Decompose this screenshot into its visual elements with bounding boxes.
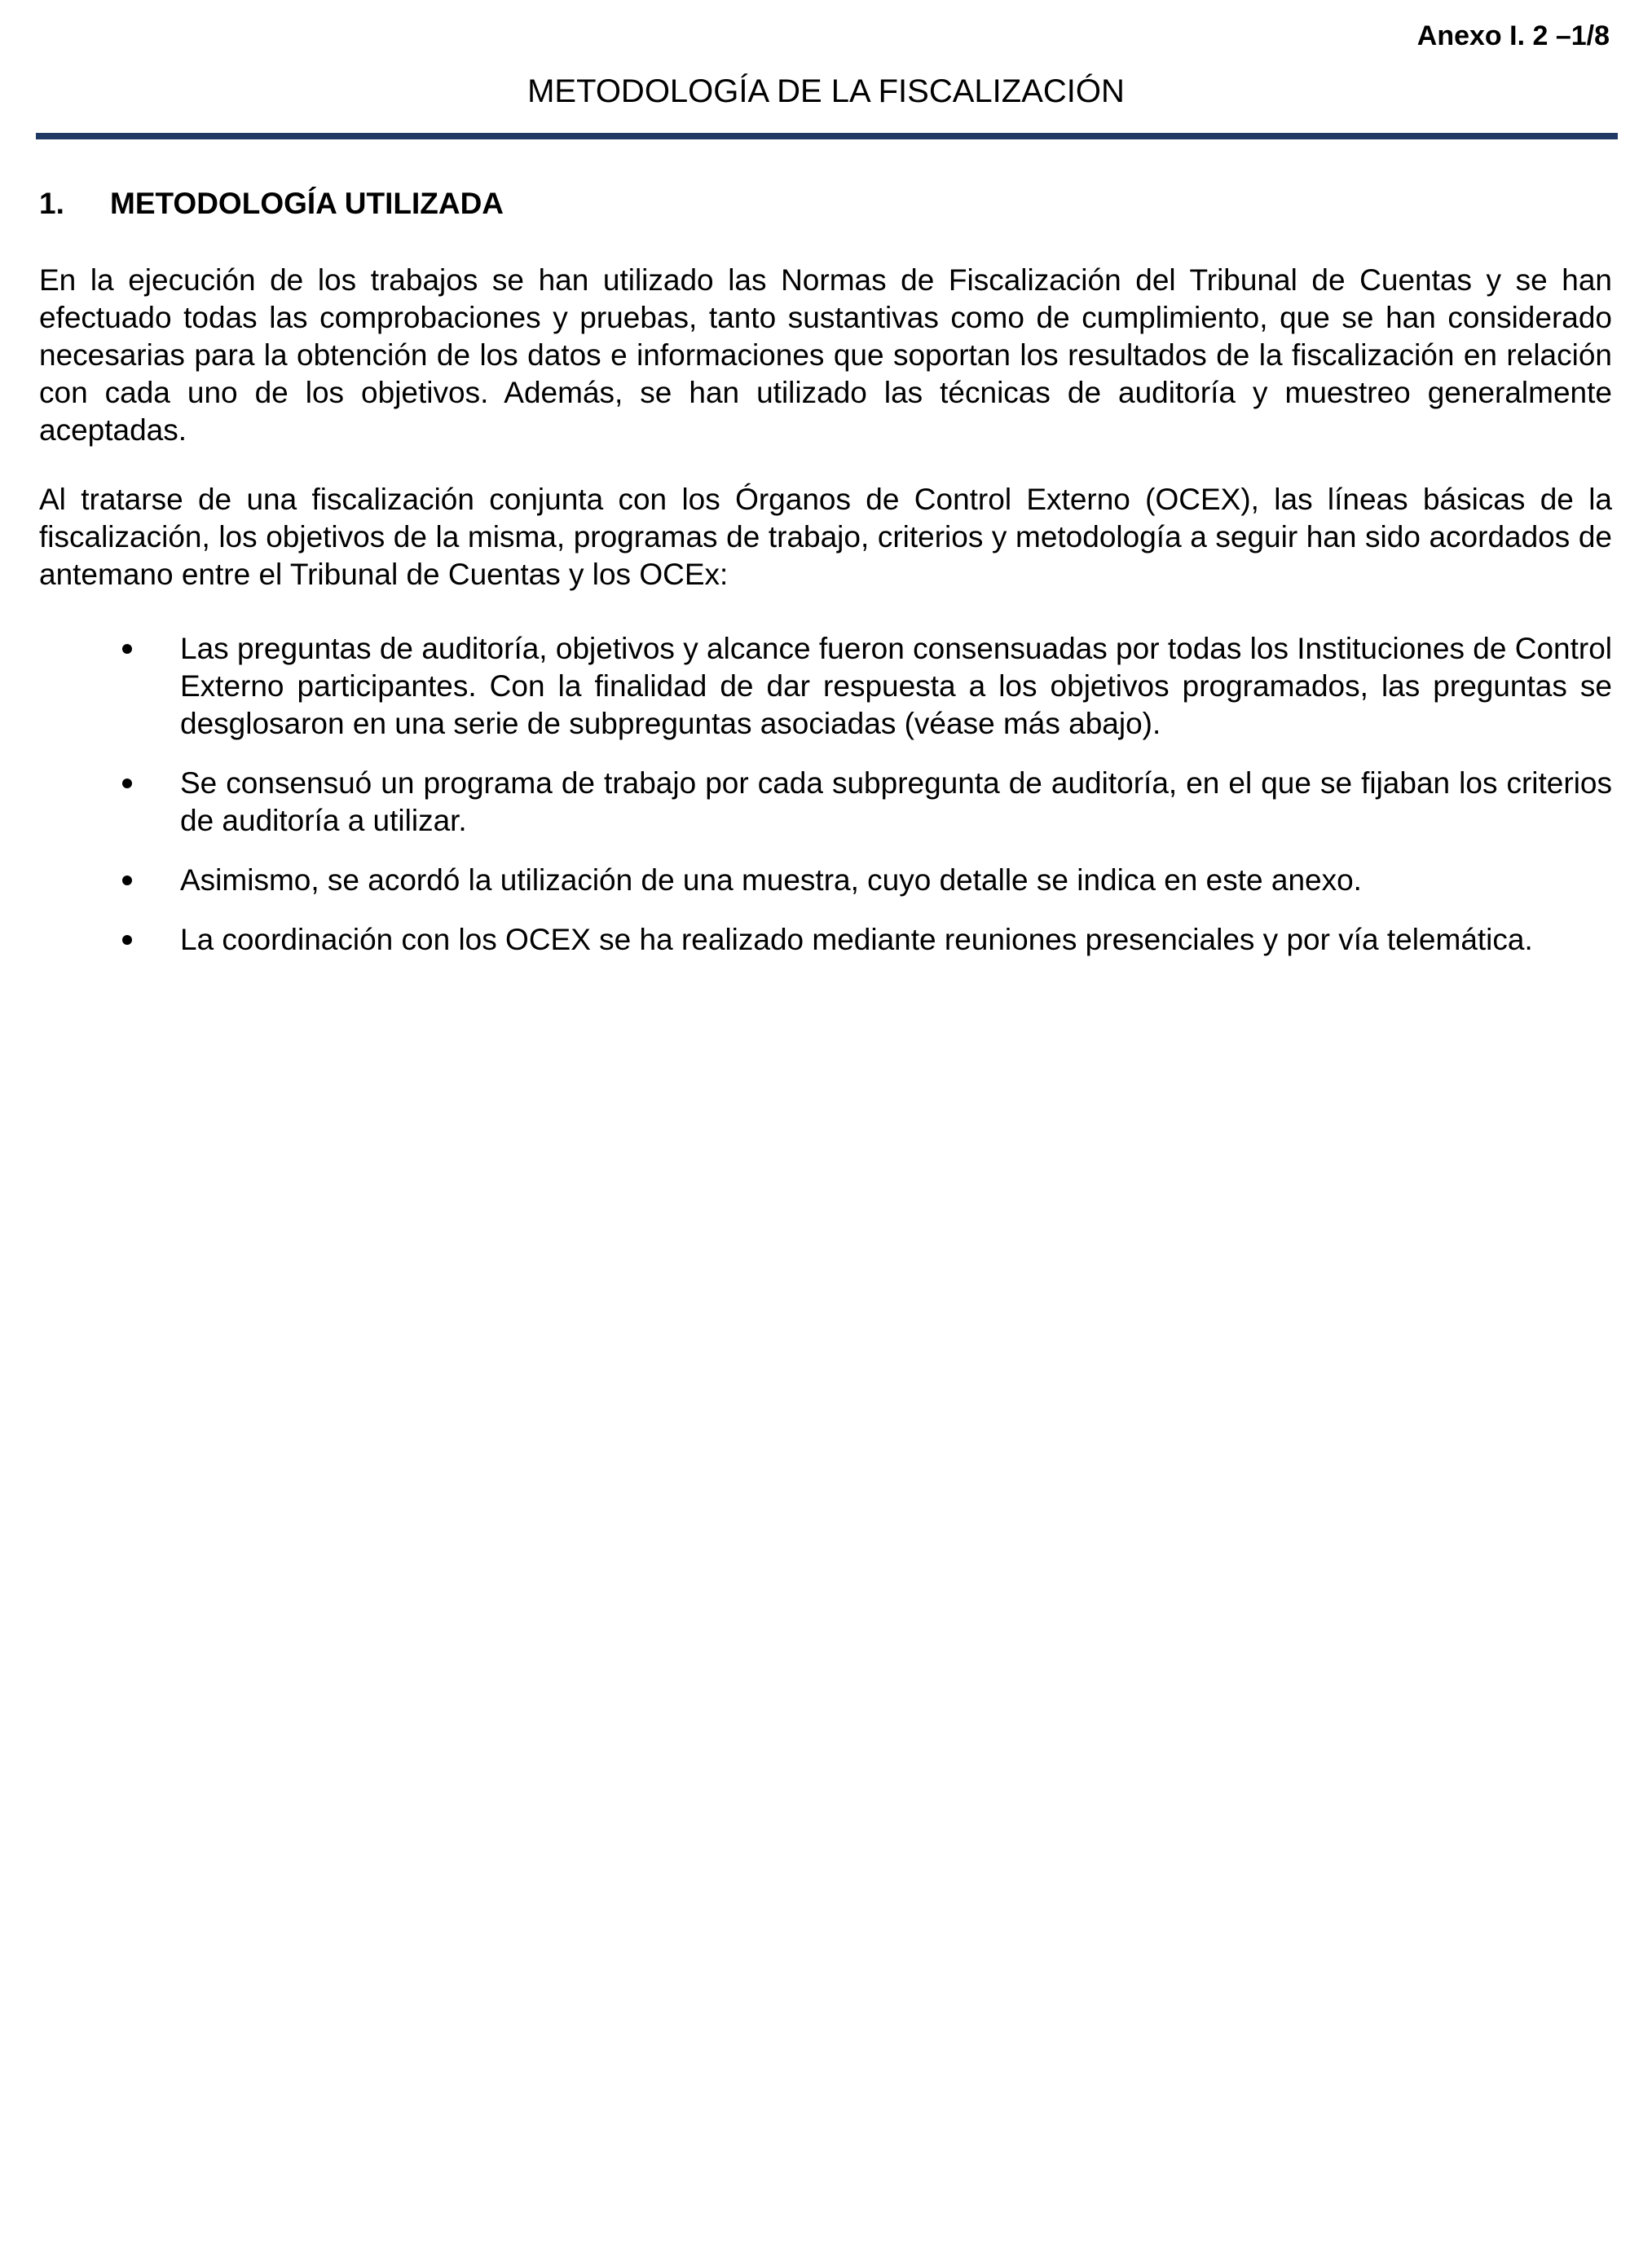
paragraph: Al tratarse de una fiscalización conjunta con los Órganos de Control Externo (OCEX), las líneas básicas de la fiscalización, los objetivos de la misma, programas de trabajo, criterios y metodología a seguir han sido acordados de antemano entre el Tribunal de Cuentas y los OCEx:: [39, 483, 1612, 591]
bullet-item: [39, 921, 1612, 959]
section-number: 1.: [39, 187, 64, 220]
paragraph: En la ejecución de los trabajos se han utilizado las Normas de Fiscalización del Tribunal de Cuentas y se han efectuado todas las comprobaciones y pruebas, tanto sustantivas como de cumplimiento, que se han considerado necesarias para la obtención de los datos e informaciones que soportan los resultados de la fiscalización en relación con cada uno de los objetivos. Además, se han utilizado las técnicas de auditoría y muestreo generalmente aceptadas.: [39, 263, 1612, 447]
title-divider: [36, 133, 1618, 139]
bullet-icon: [122, 644, 132, 654]
bullet-list: [39, 630, 1612, 981]
bullet-icon: [122, 779, 132, 788]
bullet-item: [39, 765, 1612, 840]
bullet-item: [39, 630, 1612, 743]
section-heading: [39, 186, 504, 222]
bullet-item: [39, 862, 1612, 899]
bullet-text: Asimismo, se acordó la utilización de una muestra, cuyo detalle se indica en este anexo.: [180, 863, 1362, 897]
bullet-text: La coordinación con los OCEX se ha realizado mediante reuniones presenciales y por vía telemática.: [180, 923, 1533, 956]
bullet-icon: [122, 935, 132, 945]
bullet-text: Las preguntas de auditoría, objetivos y alcance fueron consensuadas por todas los Instituciones de Control Externo participantes. Con la finalidad de dar respuesta a los objetivos programados, las preguntas se desglosaron en una serie de subpreguntas asociadas (véase más abajo).: [180, 632, 1612, 740]
document-title: METODOLOGÍA DE LA FISCALIZACIÓN: [527, 73, 1125, 109]
section-title: METODOLOGÍA UTILIZADA: [110, 187, 504, 220]
annex-reference: Anexo I. 2 –1/8: [1416, 20, 1610, 51]
bullet-icon: [122, 876, 132, 885]
bullet-text: Se consensuó un programa de trabajo por cada subpregunta de auditoría, en el que se fijaban los criterios de auditoría a utilizar.: [180, 766, 1612, 837]
